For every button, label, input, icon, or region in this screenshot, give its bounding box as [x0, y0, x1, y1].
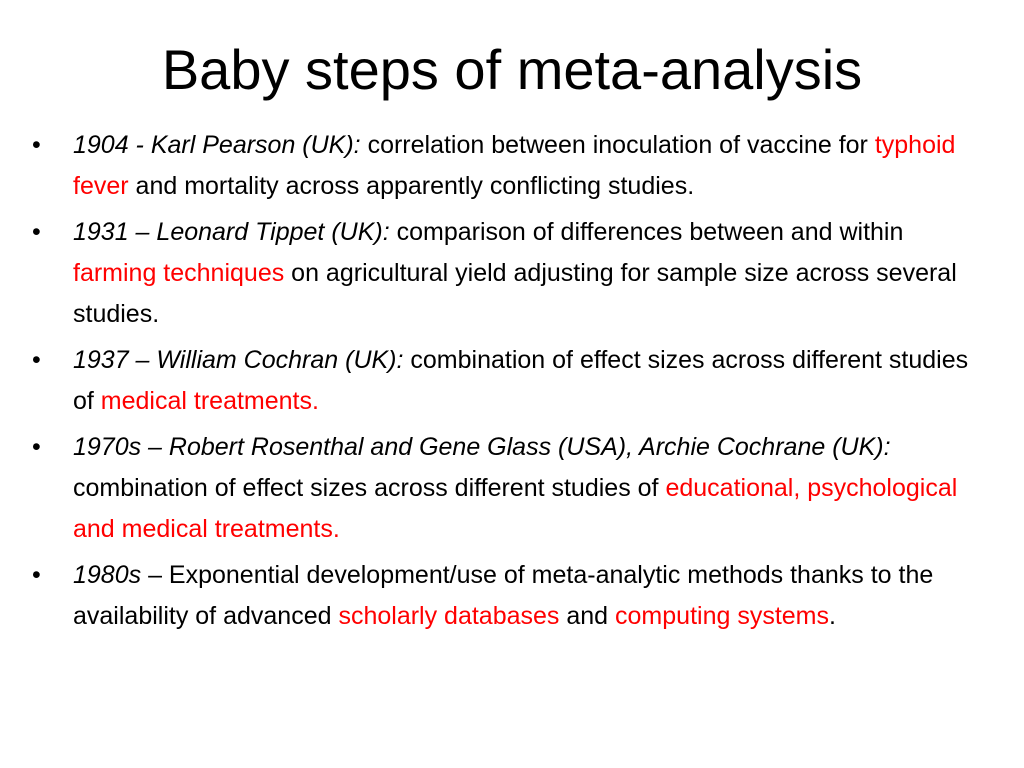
item-highlight: farming techniques	[73, 259, 285, 287]
item-text: and mortality across apparently conflicting studies.	[128, 172, 695, 200]
bullet-item-1937	[32, 340, 982, 422]
item-text: on agricultural yield adjusting for sample size across several studies.	[73, 259, 957, 328]
item-lead: 1980s	[73, 561, 142, 589]
item-highlight: computing systems	[615, 602, 829, 630]
item-text: combination of effect sizes across different studies of	[73, 346, 969, 415]
item-text: and	[559, 602, 616, 630]
item-highlight: typhoid fever	[73, 131, 956, 200]
item-highlight: medical treatments.	[100, 387, 319, 415]
item-text: combination of effect sizes across different studies of	[73, 474, 666, 502]
item-text: .	[829, 602, 836, 630]
slide-title: Baby steps of meta-analysis	[161, 38, 863, 101]
bullet-dot: •	[32, 218, 41, 246]
bullet-dot: •	[32, 433, 41, 461]
bullet-item-1904	[32, 125, 982, 207]
item-text: correlation between inoculation of vaccine for	[360, 131, 875, 159]
bullet-dot: •	[32, 561, 41, 589]
item-lead: 1931 – Leonard Tippet (UK):	[73, 218, 390, 246]
item-text: – Exponential development/use of meta-analytic methods thanks to the availability of advanced	[73, 561, 934, 630]
item-lead: 1970s – Robert Rosenthal and Gene Glass (USA), Archie Cochrane (UK):	[73, 433, 891, 461]
item-lead: 1904 - Karl Pearson (UK):	[73, 131, 361, 159]
item-highlight: scholarly databases	[338, 602, 560, 630]
item-highlight: educational, psychological and medical treatments.	[73, 474, 958, 543]
item-lead: 1937 – William Cochran (UK):	[73, 346, 404, 374]
bullet-item-1970s	[32, 427, 982, 550]
bullet-dot: •	[32, 131, 41, 159]
item-text: comparison of differences between and within	[389, 218, 904, 246]
bullet-item-1980s	[32, 555, 982, 637]
bullet-item-1931	[32, 212, 982, 335]
bullet-dot: •	[32, 346, 41, 374]
bullet-list	[32, 125, 982, 642]
